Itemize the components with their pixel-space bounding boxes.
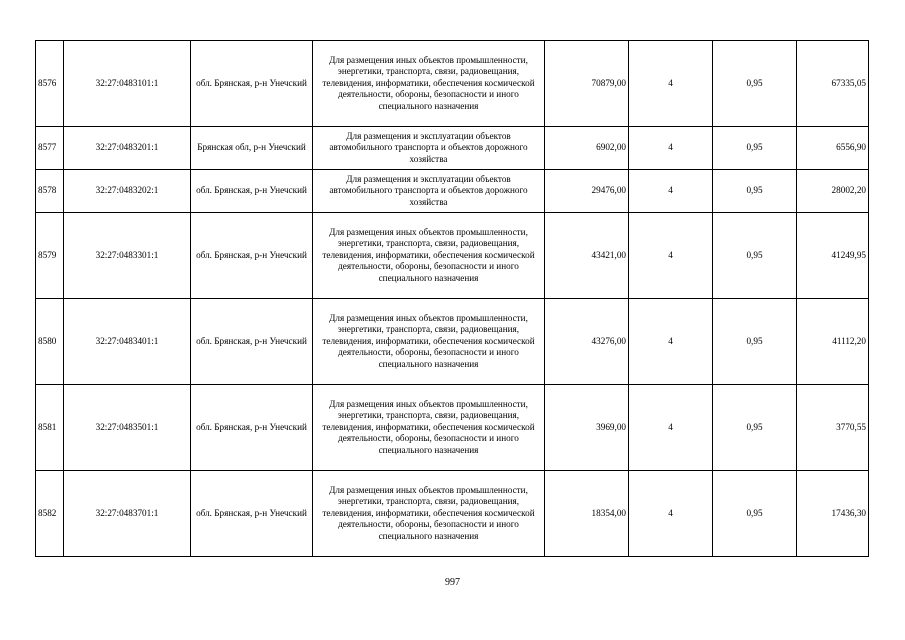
cadastral-number: 32:27:0483501:1: [64, 385, 191, 471]
table-row: [36, 127, 869, 170]
land-registry-table: [35, 40, 869, 557]
area: 3969,00: [545, 385, 629, 471]
permitted-use: Для размещения иных объектов промышленности, энергетики, транспорта, связи, радиовещания, телевидения, информатики, обеспечения космической деятельности, обороны, безопасности и иного специального назначения: [313, 385, 545, 471]
address: обл. Брянская, р-н Унечский: [191, 170, 313, 213]
coefficient: 0,95: [713, 299, 797, 385]
cadastral-value: 17436,30: [797, 471, 869, 557]
area: 29476,00: [545, 170, 629, 213]
permitted-use: Для размещения иных объектов промышленности, энергетики, транспорта, связи, радиовещания, телевидения, информатики, обеспечения космической деятельности, обороны, безопасности и иного специального назначения: [313, 471, 545, 557]
group-number: 4: [629, 213, 713, 299]
table-row: [36, 385, 869, 471]
group-number: 4: [629, 471, 713, 557]
area: 70879,00: [545, 41, 629, 127]
coefficient: 0,95: [713, 471, 797, 557]
cadastral-value: 41112,20: [797, 299, 869, 385]
cadastral-value: 41249,95: [797, 213, 869, 299]
table-row: [36, 170, 869, 213]
group-number: 4: [629, 41, 713, 127]
coefficient: 0,95: [713, 127, 797, 170]
cadastral-number: 32:27:0483401:1: [64, 299, 191, 385]
row-number: 8578: [36, 170, 64, 213]
row-number: 8581: [36, 385, 64, 471]
address: обл. Брянская, р-н Унечский: [191, 385, 313, 471]
row-number: 8579: [36, 213, 64, 299]
permitted-use: Для размещения иных объектов промышленности, энергетики, транспорта, связи, радиовещания, телевидения, информатики, обеспечения космической деятельности, обороны, безопасности и иного специального назначения: [313, 299, 545, 385]
address: обл. Брянская, р-н Унечский: [191, 213, 313, 299]
row-number: 8582: [36, 471, 64, 557]
permitted-use: Для размещения иных объектов промышленности, энергетики, транспорта, связи, радиовещания, телевидения, информатики, обеспечения космической деятельности, обороны, безопасности и иного специального назначения: [313, 41, 545, 127]
page-number: 997: [445, 577, 460, 588]
area: 6902,00: [545, 127, 629, 170]
table-row: [36, 471, 869, 557]
group-number: 4: [629, 170, 713, 213]
cadastral-number: 32:27:0483301:1: [64, 213, 191, 299]
table-row: [36, 41, 869, 127]
cadastral-value: 67335,05: [797, 41, 869, 127]
cadastral-number: 32:27:0483101:1: [64, 41, 191, 127]
permitted-use: Для размещения иных объектов промышленности, энергетики, транспорта, связи, радиовещания, телевидения, информатики, обеспечения космической деятельности, обороны, безопасности и иного специального назначения: [313, 213, 545, 299]
cadastral-number: 32:27:0483201:1: [64, 127, 191, 170]
area: 43276,00: [545, 299, 629, 385]
permitted-use: Для размещения и эксплуатации объектов автомобильного транспорта и объектов дорожного хозяйства: [313, 127, 545, 170]
area: 43421,00: [545, 213, 629, 299]
coefficient: 0,95: [713, 213, 797, 299]
cadastral-value: 6556,90: [797, 127, 869, 170]
address: Брянская обл, р-н Унечский: [191, 127, 313, 170]
address: обл. Брянская, р-н Унечский: [191, 299, 313, 385]
coefficient: 0,95: [713, 41, 797, 127]
address: обл. Брянская, р-н Унечский: [191, 471, 313, 557]
row-number: 8576: [36, 41, 64, 127]
table-row: [36, 213, 869, 299]
cadastral-value: 28002,20: [797, 170, 869, 213]
coefficient: 0,95: [713, 170, 797, 213]
group-number: 4: [629, 299, 713, 385]
row-number: 8577: [36, 127, 64, 170]
permitted-use: Для размещения и эксплуатации объектов автомобильного транспорта и объектов дорожного хозяйства: [313, 170, 545, 213]
table-row: [36, 299, 869, 385]
cadastral-number: 32:27:0483202:1: [64, 170, 191, 213]
address: обл. Брянская, р-н Унечский: [191, 41, 313, 127]
coefficient: 0,95: [713, 385, 797, 471]
area: 18354,00: [545, 471, 629, 557]
group-number: 4: [629, 127, 713, 170]
cadastral-value: 3770,55: [797, 385, 869, 471]
group-number: 4: [629, 385, 713, 471]
row-number: 8580: [36, 299, 64, 385]
cadastral-number: 32:27:0483701:1: [64, 471, 191, 557]
